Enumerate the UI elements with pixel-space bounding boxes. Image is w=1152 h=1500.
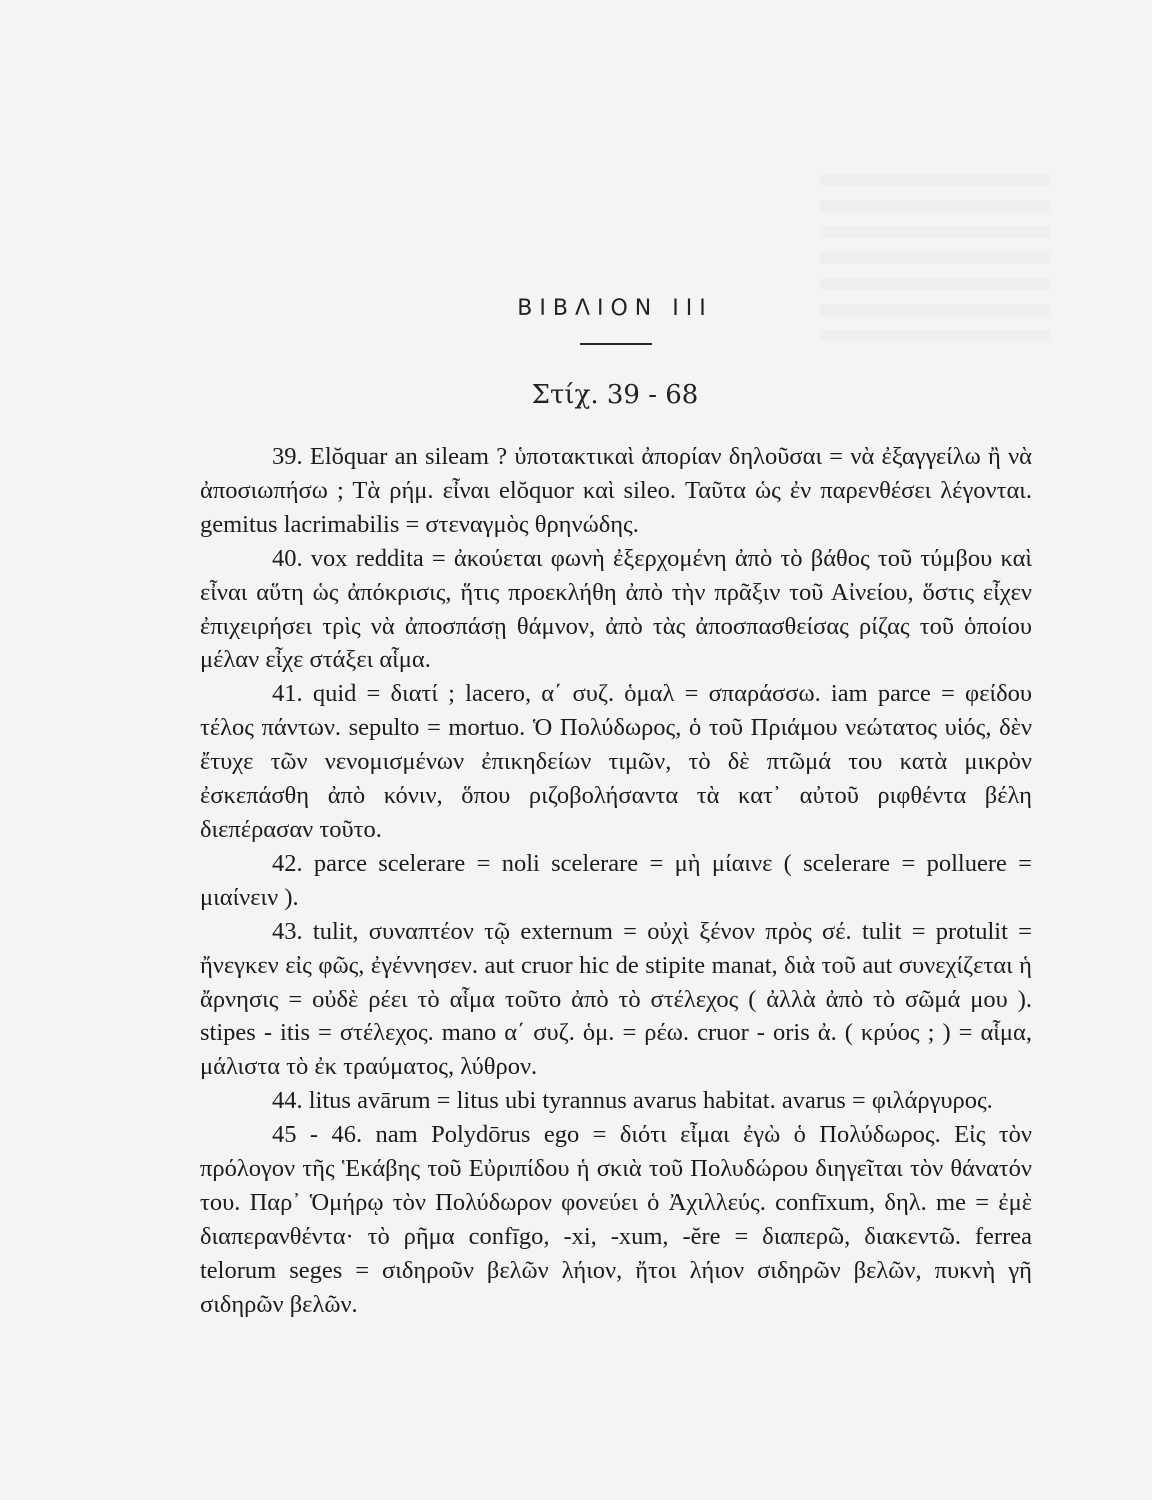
commentary-paragraph: 44. litus avārum = litus ubi tyrannus avarus habitat. avarus = φιλάργυρος.	[272, 1087, 993, 1115]
commentary-paragraph: 45 - 46. nam Polydōrus ego = διότι εἶμαι ἐγὼ ὁ Πολύδωρος. Εἰς τὸν πρόλογον τῆς Ἑκάβης τοῦ Εὐριπίδου ἡ σκιὰ τοῦ Πολυδώρου διηγεῖται τὸν θάνατόν του. Παρ᾽ Ὁμήρῳ τὸν Πολύδωρον φονεύει ὁ Ἀχιλλεύς. confīxum, δηλ. me = ἐμὲ διαπερανθέντα· τὸ ρῆμα confīgo, -xi, -xum, -ĕre = διαπερῶ, διακεντῶ. ferrea telorum seges = σιδηροῦν βελῶν λήιον, ἤτοι λήιον σιδηρῶν βελῶν, πυκνὴ γῆ σιδηρῶν βελῶν.	[200, 1121, 1032, 1318]
title-divider	[580, 343, 652, 345]
commentary-body	[200, 440, 1032, 1322]
verse-range: Στίχ. 39 - 68	[531, 380, 699, 410]
commentary-paragraph: 40. vox reddita = ἀκούεται φωνὴ ἐξερχομένη ἀπὸ τὸ βάθος τοῦ τύμβου καὶ εἶναι αὕτη ὡς ἀπόκρισις, ἥτις προεκλήθη ἀπὸ τὴν πρᾶξιν τοῦ Αἰνείου, ὅστις εἶχεν ἐπιχειρήσει τρὶς νὰ ἀποσπάσῃ θάμνον, ἀπὸ τὰς ἀποσπασθείσας ρίζας τοῦ ὁποίου μέλαν εἶχε στάξει αἷμα.	[200, 544, 1032, 674]
commentary-paragraph: 43. tulit, συναπτέον τῷ externum = οὐχὶ ξένον πρὸς σέ. tulit = protulit = ἤνεγκεν εἰς φῶς, ἐγέννησεν. aut cruor hic de stipite manat, διὰ τοῦ aut συνεχίζεται ἡ ἄρνησις = οὐδὲ ρέει τὸ αἷμα τοῦτο ἀπὸ τὸ στέλεχος ( ἀλλὰ ἀπὸ τὸ σῶμά μου ). stipes - itis = στέλεχος. mano α΄ συζ. ὁμ. = ρέω. cruor - oris ἀ. ( κρύος ; ) = αἷμα, μάλιστα τὸ ἐκ τραύματος, λύθρον.	[200, 917, 1032, 1081]
book-title: ΒΙΒΛΙΟΝ III	[517, 296, 713, 321]
commentary-paragraph: 42. parce scelerare = noli scelerare = μὴ μίαινε ( scelerare = polluere = μιαίνειν ).	[200, 849, 1032, 911]
commentary-paragraph: 41. quid = διατί ; lacero, α΄ συζ. ὁμαλ = σπαράσσω. iam parce = φείδου τέλος πάντων. sepulto = mortuo. Ὁ Πολύδωρος, ὁ τοῦ Πριάμου νεώτατος υἱός, δὲν ἔτυχε τῶν νενομισμένων ἐπικηδείων τιμῶν, τὸ δὲ πτῶμά του κατὰ μικρὸν ἐσκεπάσθη ἀπὸ κόνιν, ὅπου ριζοβολήσαντα τὰ κατ᾽ αὐτοῦ ριφθέντα βέλη διεπέρασαν τοῦτο.	[200, 680, 1032, 843]
commentary-paragraph: 39. Elŏquar an sileam ? ὑποτακτικαὶ ἀπορίαν δηλοῦσαι = νὰ ἐξαγγείλω ἢ νὰ ἀποσιωπήσω ; Τὰ ρήμ. εἶναι elŏquor καὶ sileo. Ταῦτα ὡς ἐν παρενθέσει λέγονται. gemitus lacrimabilis = στεναγμὸς θρηνώδης.	[200, 443, 1032, 538]
